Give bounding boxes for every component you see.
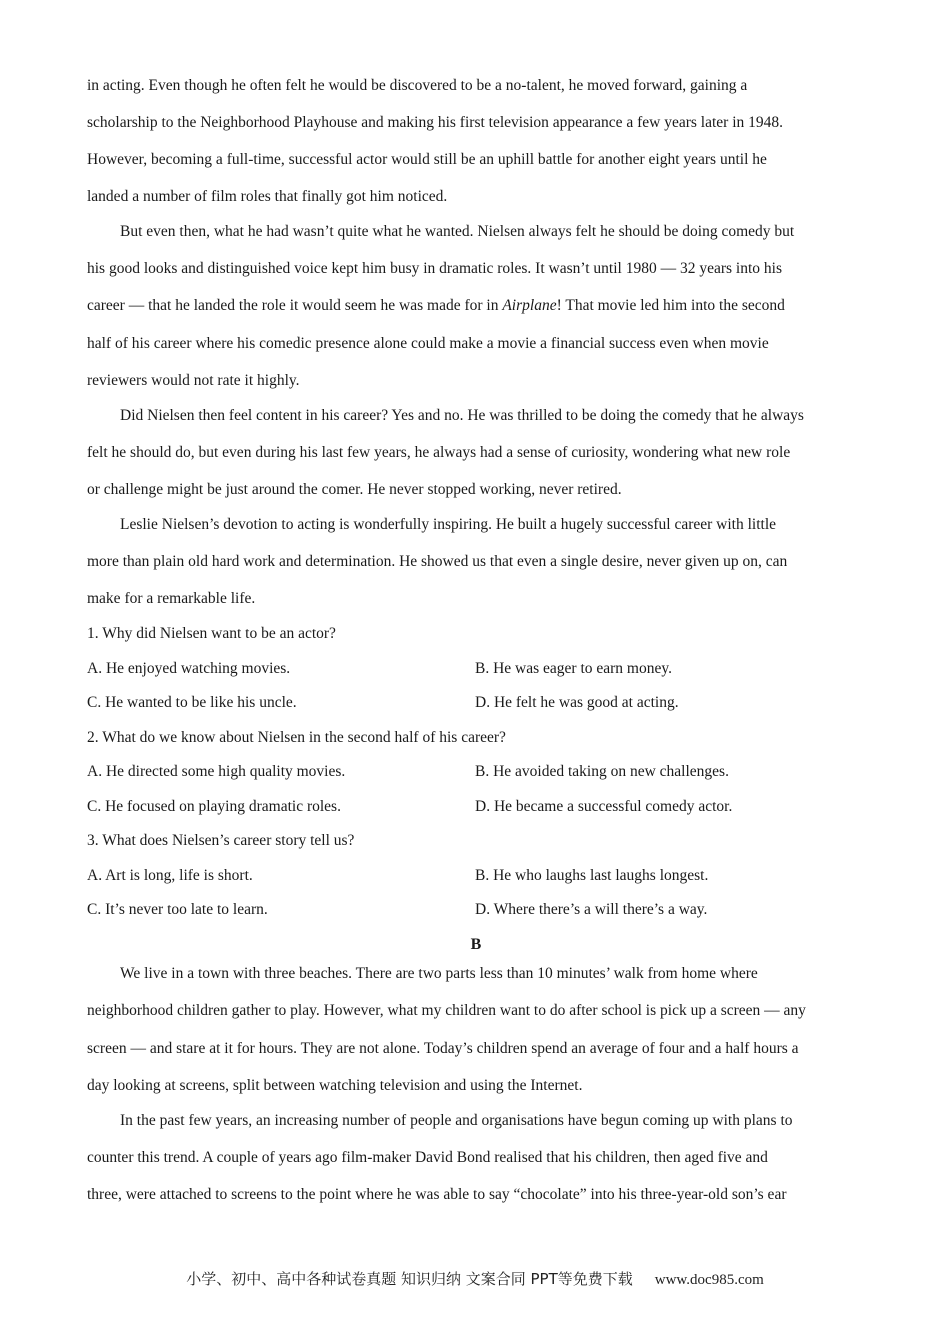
option-d: D. He became a successful comedy actor. xyxy=(475,798,733,815)
passage-line: We live in a town with three beaches. There are two parts less than 10 minutes’ walk from home where xyxy=(120,965,758,982)
passage-line: half of his career where his comedic presence alone could make a movie a financial success even when movie xyxy=(87,335,769,352)
passage-line: screen — and stare at it for hours. They are not alone. Today’s children spend an average of four and a half hours a xyxy=(87,1040,799,1057)
passage-line: neighborhood children gather to play. However, what my children want to do after school is pick up a screen — any xyxy=(87,1002,806,1019)
option-d: D. He felt he was good at acting. xyxy=(475,694,679,711)
passage-line: landed a number of film roles that finally got him noticed. xyxy=(87,188,448,205)
passage-line: felt he should do, but even during his last few years, he always had a sense of curiosity, wondering what new role xyxy=(87,444,791,461)
option-b: B. He avoided taking on new challenges. xyxy=(475,763,729,780)
page-footer xyxy=(0,1268,950,1291)
passage-line: In the past few years, an increasing number of people and organisations have begun coming up with plans to xyxy=(120,1112,793,1129)
passage-line: his good looks and distinguished voice kept him busy in dramatic roles. It wasn’t until 1980 — 32 years into his xyxy=(87,260,782,277)
option-a: A. Art is long, life is short. xyxy=(87,867,253,884)
option-c: C. He focused on playing dramatic roles. xyxy=(87,798,341,815)
passage-line: in acting. Even though he often felt he would be discovered to be a no-talent, he moved forward, gaining a xyxy=(87,77,748,94)
passage-line: However, becoming a full-time, successful actor would still be an uphill battle for another eight years until he xyxy=(87,151,767,168)
passage-line: or challenge might be just around the comer. He never stopped working, never retired. xyxy=(87,481,622,498)
passage-line: Did Nielsen then feel content in his career? Yes and no. He was thrilled to be doing the comedy that he always xyxy=(120,407,804,424)
passage-line xyxy=(87,296,785,316)
option-b: B. He was eager to earn money. xyxy=(475,660,672,677)
line-text: ! That movie led him into the second xyxy=(556,297,785,314)
passage-line: scholarship to the Neighborhood Playhouse and making his first television appearance a few years later in 1948. xyxy=(87,114,784,131)
question-stem: 1. Why did Nielsen want to be an actor? xyxy=(87,625,336,642)
question-stem: 2. What do we know about Nielsen in the second half of his career? xyxy=(87,729,506,746)
option-a: A. He enjoyed watching movies. xyxy=(87,660,291,677)
option-c: C. It’s never too late to learn. xyxy=(87,901,268,918)
option-a: A. He directed some high quality movies. xyxy=(87,763,346,780)
footer-site-link[interactable]: www.doc985.com xyxy=(654,1272,764,1288)
passage-line: counter this trend. A couple of years ago film-maker David Bond realised that his children, then aged five and xyxy=(87,1149,768,1166)
passage-line: make for a remarkable life. xyxy=(87,590,256,607)
passage-line: more than plain old hard work and determination. He showed us that even a single desire, never given up on, can xyxy=(87,553,788,570)
passage-line: But even then, what he had wasn’t quite what he wanted. Nielsen always felt he should be doing comedy but xyxy=(120,223,795,240)
passage-line: reviewers would not rate it highly. xyxy=(87,372,300,389)
question-stem: 3. What does Nielsen’s career story tell us? xyxy=(87,832,355,849)
passage-line: three, were attached to screens to the point where he was able to say “chocolate” into his three-year-old son’s ear xyxy=(87,1186,787,1203)
passage-line: Leslie Nielsen’s devotion to acting is wonderfully inspiring. He built a hugely successful career with little xyxy=(120,516,777,533)
footer-text: 小学、初中、高中各种试卷真题 知识归纳 文案合同 PPT等免费下载 xyxy=(186,1270,633,1288)
option-d: D. Where there’s a will there’s a way. xyxy=(475,901,708,918)
passage-line: day looking at screens, split between watching television and using the Internet. xyxy=(87,1077,583,1094)
option-b: B. He who laughs last laughs longest. xyxy=(475,867,709,884)
option-c: C. He wanted to be like his uncle. xyxy=(87,694,297,711)
movie-title: Airplane xyxy=(502,297,557,314)
section-title: B xyxy=(470,936,482,953)
line-text: career — that he landed the role it would seem he was made for in xyxy=(87,297,503,314)
